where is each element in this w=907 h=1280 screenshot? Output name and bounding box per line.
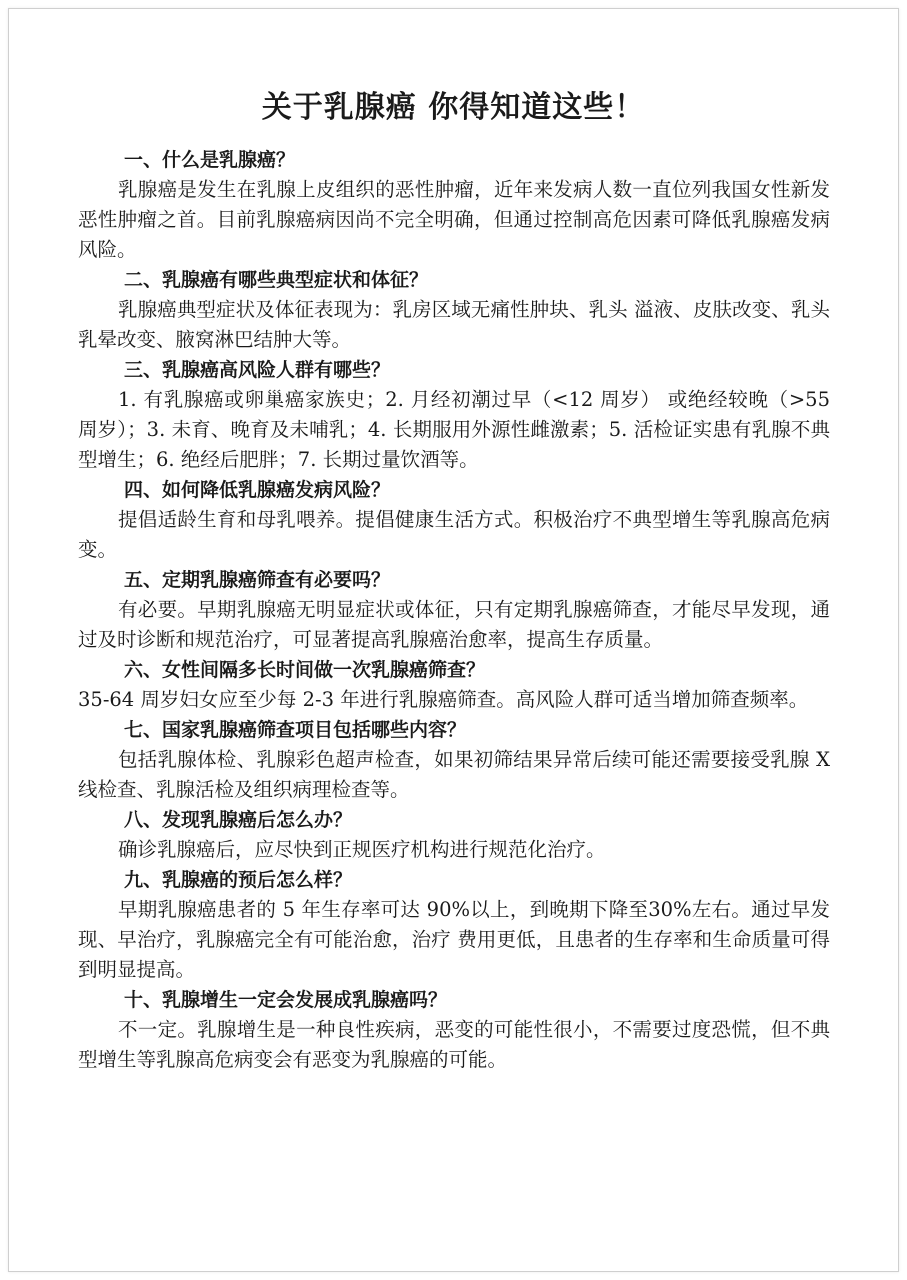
section-6-question: 六、女性间隔多长时间做一次乳腺癌筛查？ bbox=[124, 659, 486, 681]
section-8-answer: 确诊乳腺癌后，应尽快到正规医疗机构进行规范化治疗。 bbox=[118, 838, 606, 861]
document-body bbox=[78, 145, 830, 1075]
section-8-question: 八、发现乳腺癌后怎么办？ bbox=[124, 809, 353, 831]
section-2-question: 二、乳腺癌有哪些典型症状和体征？ bbox=[124, 269, 429, 291]
section-9-question: 九、乳腺癌的预后怎么样？ bbox=[124, 869, 353, 891]
section-9-answer: 早期乳腺癌患者的 5 年生存率可达 90%以上，到晚期下降至30%左右。通过早发现、早治疗，乳腺癌完全有可能治愈，治疗 费用更低，且患者的生存率和生命质量可得到明显提高。 bbox=[78, 898, 830, 981]
section-10-question: 十、乳腺增生一定会发展成乳腺癌吗？ bbox=[124, 989, 448, 1011]
section-3-answer: 1. 有乳腺癌或卵巢癌家族史；2. 月经初潮过早（<12 周岁） 或绝经较晚（>55 周岁）；3. 未育、晚育及未哺乳；4. 长期服用外源性雌激素；5. 活检证实患有乳腺不典型增生；6. 绝经后肥胖；7. 长期过量饮酒等。 bbox=[78, 388, 830, 471]
section-4-question: 四、如何降低乳腺癌发病风险？ bbox=[124, 479, 391, 501]
section-2-answer: 乳腺癌典型症状及体征表现为：乳房区域无痛性肿块、乳头 溢液、皮肤改变、乳头乳晕改变、腋窝淋巴结肿大等。 bbox=[78, 298, 830, 351]
document-title: 关于乳腺癌 你得知道这些！ bbox=[261, 90, 646, 125]
section-7-answer: 包括乳腺体检、乳腺彩色超声检查，如果初筛结果异常后续可能还需要接受乳腺 X 线检查、乳腺活检及组织病理检查等。 bbox=[78, 748, 830, 801]
section-3-question: 三、乳腺癌高风险人群有哪些？ bbox=[124, 359, 391, 381]
section-1-answer: 乳腺癌是发生在乳腺上皮组织的恶性肿瘤，近年来发病人数一直位列我国女性新发恶性肿瘤之首。目前乳腺癌病因尚不完全明确，但通过控制高危因素可降低乳腺癌发病风险。 bbox=[78, 178, 830, 261]
section-6-answer: 35-64 周岁妇女应至少每 2-3 年进行乳腺癌筛查。高风险人群可适当增加筛查频率。 bbox=[78, 688, 809, 711]
section-5-answer: 有必要。早期乳腺癌无明显症状或体征，只有定期乳腺癌筛查，才能尽早发现，通过及时诊断和规范治疗，可显著提高乳腺癌治愈率，提高生存质量。 bbox=[78, 598, 830, 651]
section-5-question: 五、定期乳腺癌筛查有必要吗？ bbox=[124, 569, 391, 591]
section-10-answer: 不一定。乳腺增生是一种良性疾病，恶变的可能性很小，不需要过度恐慌，但不典型增生等乳腺高危病变会有恶变为乳腺癌的可能。 bbox=[78, 1018, 830, 1071]
section-4-answer: 提倡适龄生育和母乳喂养。提倡健康生活方式。积极治疗不典型增生等乳腺高危病变。 bbox=[78, 508, 830, 561]
section-7-question: 七、国家乳腺癌筛查项目包括哪些内容？ bbox=[124, 719, 467, 741]
section-1-question: 一、什么是乳腺癌？ bbox=[124, 149, 296, 171]
